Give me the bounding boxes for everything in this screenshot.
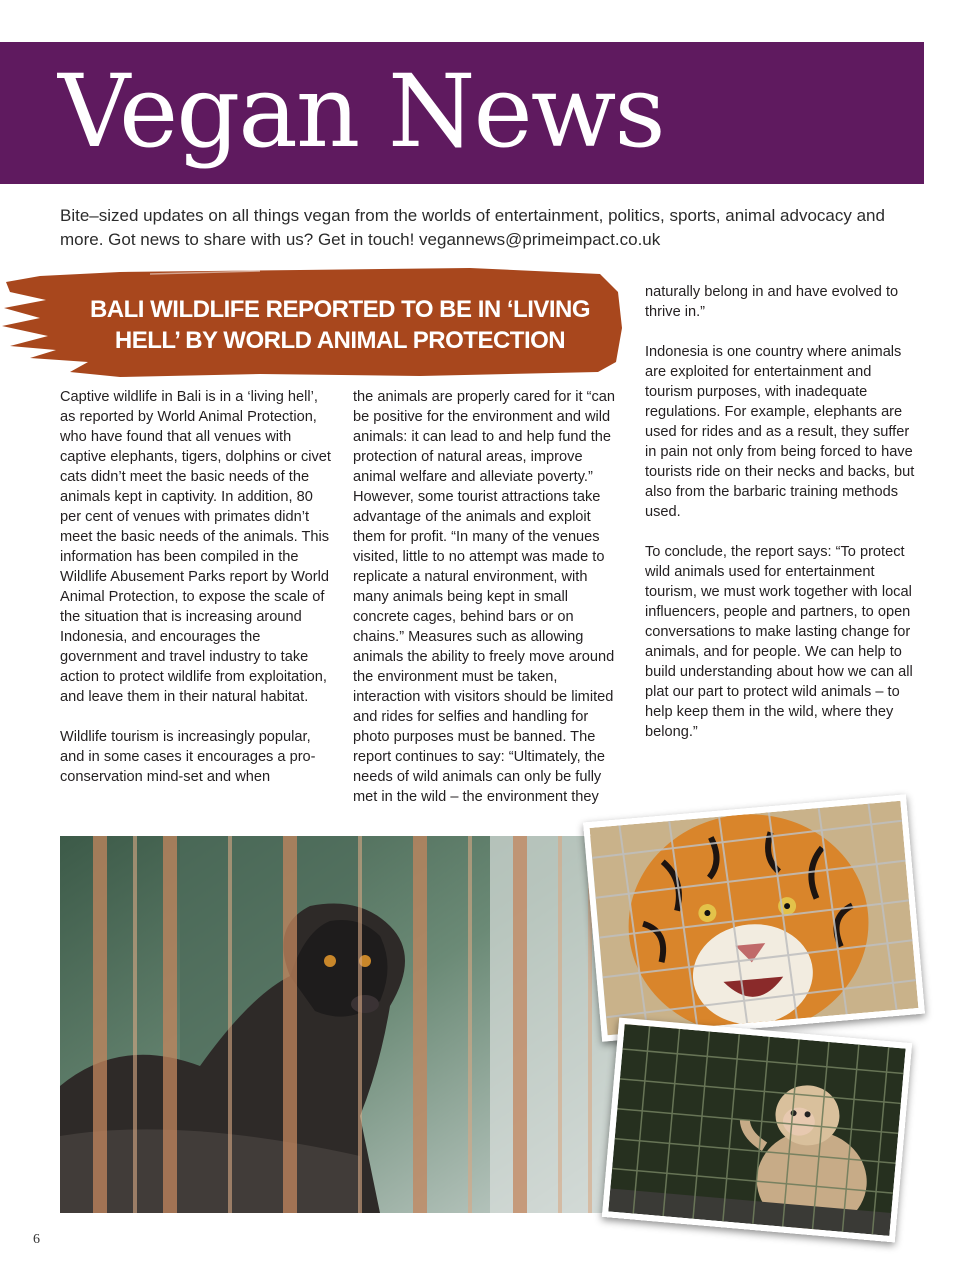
intro-text: Bite–sized updates on all things vegan from the worlds of entertainment, politics, sports, animal advocacy and more. Got news to share with us? Get in touch! vegannews@primeimpact.co.uk — [60, 206, 885, 249]
masthead-title: Vegan News — [58, 53, 664, 170]
civet-in-cage-photo — [60, 836, 625, 1213]
article-column-1: Captive wildlife in Bali is in a ‘living hell’, as reported by World Animal Protection, who have found that all venues with captive elephants, tigers, dolphins or civet cats didn’t meet the basic needs of the animals kept in captivity. In addition, 80 per cent of venues with primates didn’t meet the basic needs of the animals. This information has been compiled in the Wildlife Abusement Parks report by World Animal Protection, to expose the scale of the situation that is increasing around Indonesia, and encourages the government and travel industry to take action to protect wildlife from exploitation, and leave them in their natural habitat. Wildlife tourism is increasingly popular, and in some cases it encourages a pro-conservation mind-set and when — [60, 389, 331, 785]
monkey-behind-fence-photo — [602, 1018, 912, 1243]
page-number: 6 — [33, 1232, 40, 1247]
article-column-3: naturally belong in and have evolved to thrive in.” Indonesia is one country where animals are exploited for entertainment and tourism purposes, with inadequate regulations. For example, elephants are used for rides and as a result, they suffer in pain not only from being forced to have tourists ride on their necks and backs, but also from the barbaric training methods used. To conclude, the report says: “To protect wild animals used for entertainment tourism, we must work together with local influencers, people and partners, to open conversations to make lasting change for animals, and for people. We can help to build understanding about how we can all plat our part to protect wild animals – to help keep them in the wild, where they belong.” — [645, 284, 915, 740]
article-column-2: the animals are properly cared for it “can be positive for the environment and wild animals: it can lead to and help fund the protection of natural areas, improve animal welfare and alleviate poverty.” However, some tourist attractions take advantage of the animals and exploit them for profit. “In many of the venues visited, little to no attempt was made to replicate a natural environment, with many animals being kept in small concrete cages, behind bars or on chains.” Measures such as allowing animals the ability to freely move around the environment must be taken, interaction with visitors should be limited and rides for selfies and handling for photo purposes must be banned. The report continues to say: “Ultimately, the needs of wild animals can only be fully met in the wild – the environment they — [353, 389, 615, 805]
article-headline: BALI WILDLIFE REPORTED TO BE IN ‘LIVING HELL’ BY WORLD ANIMAL PROTECTION — [89, 296, 591, 354]
tiger-behind-fence-photo — [583, 794, 925, 1041]
